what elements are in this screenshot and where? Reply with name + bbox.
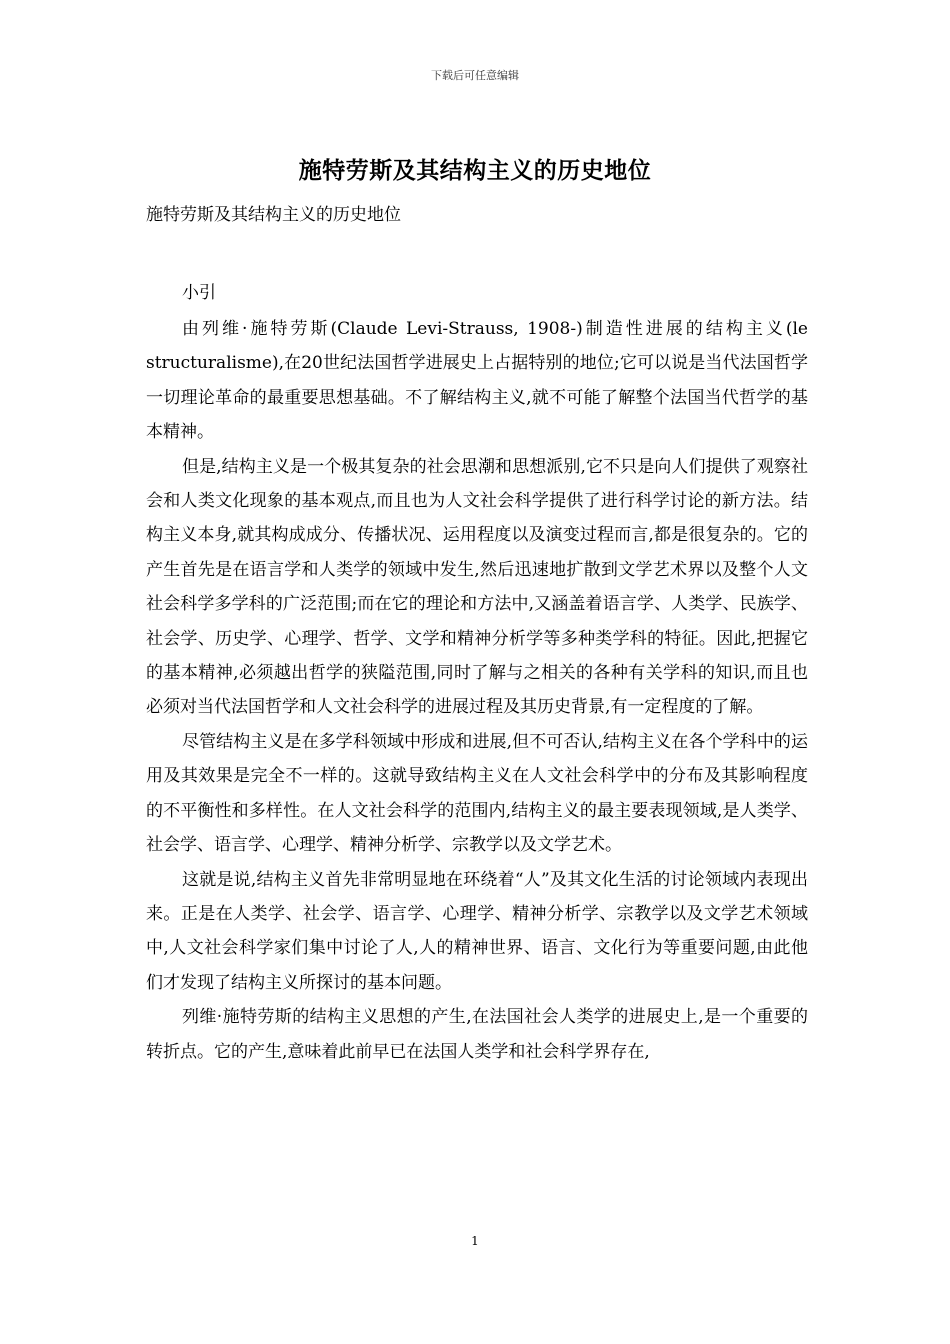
section-heading: 小引 — [182, 283, 216, 303]
document-title: 施特劳斯及其结构主义的历史地位 — [298, 158, 652, 184]
header-note: 下载后可任意编辑 — [431, 69, 519, 82]
paragraph: 但是,结构主义是一个极其复杂的社会思潮和思想派别,它不只是向人们提供了观察社会和人类文化现象的基本观点,而且也为人文社会科学提供了进行科学讨论的新方法。结构主义本身,就其构成成分、传播状况、运用程度以及演变过程而言,都是很复杂的。它的产生首先是在语言学和人类学的领域中发生,然后迅速地扩散到文学艺术界以及整个人文社会科学多学科的广泛范围;而在它的理论和方法中,又涵盖着语言学、人类学、民族学、社会学、历史学、心理学、哲学、文学和精神分析学等多种类学科的特征。因此,把握它的基本精神,必须越出哲学的狭隘范围,同时了解与之相关的各种有关学科的知识,而且也必须对当代法国哲学和人文社会科学的进展过程及其历史背景,有一定程度的了解。 — [146, 456, 808, 718]
paragraph: 尽管结构主义是在多学科领域中形成和进展,但不可否认,结构主义在各个学科中的运用及其效果是完全不一样的。这就导致结构主义在人文社会科学中的分布及其影响程度的不平衡性和多样性。在人文社会科学的范围内,结构主义的最主要表现领域,是人类学、社会学、语言学、心理学、精神分析学、宗教学以及文学艺术。 — [146, 731, 808, 856]
paragraph: 列维·施特劳斯的结构主义思想的产生,在法国社会人类学的进展史上,是一个重要的转折点。它的产生,意味着此前早已在法国人类学和社会科学界存在, — [146, 1007, 808, 1062]
paragraph: 这就是说,结构主义首先非常明显地在环绕着“人”及其文化生活的讨论领域内表现出来。正是在人类学、社会学、语言学、心理学、精神分析学、宗教学以及文学艺术领域中,人文社会科学家们集中讨论了人,人的精神世界、语言、文化行为等重要问题,由此他们才发现了结构主义所探讨的基本问题。 — [146, 869, 808, 993]
body-text — [146, 312, 808, 1069]
document-subtitle: 施特劳斯及其结构主义的历史地位 — [146, 205, 401, 225]
page-number: 1 — [471, 1234, 479, 1248]
paragraph: 由列维·施特劳斯(Claude Levi-Strauss, 1908-)制造性进展的结构主义(le structuralisme),在20世纪法国哲学进展史上占据特别的地位;它可以说是当代法国哲学一切理论革命的最重要思想基础。不了解结构主义,就不可能了解整个法国当代哲学的基本精神。 — [146, 319, 808, 443]
